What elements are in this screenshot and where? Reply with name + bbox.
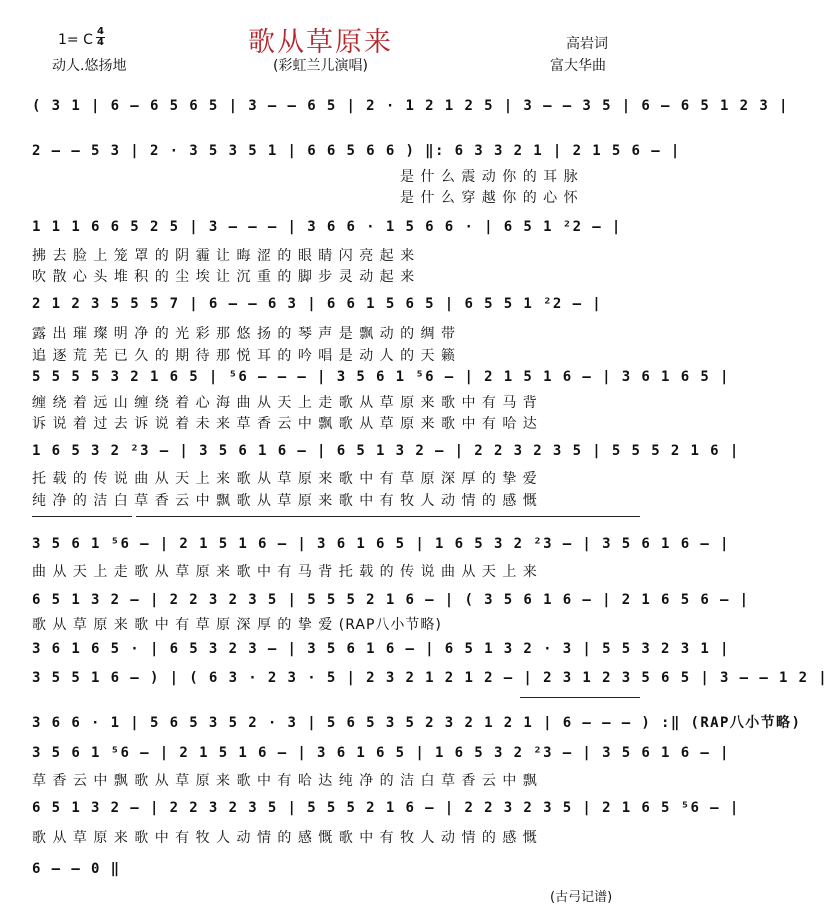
notation-line-5: 5 5 5 5 3 2 1 6 5 | ⁵6 — — — | 3 5 6 1 ⁵6 — | 2 1 5 1 6 — | 3 6 1 6 5 | — [32, 369, 730, 385]
time-signature — [96, 27, 105, 48]
notation-line-1: ( 3 1 | 6 — 6 5 6 5 | 3 — — 6 5 | 2 · 1 2 1 2 5 | 3 — — 3 5 | 6 — 6 5 1 2 3 | — [32, 98, 789, 114]
notation-line-4: 2 1 2 3 5 5 5 7 | 6 — — 6 3 | 6 6 1 5 6 5 | 6 5 5 1 ²2 — | — [32, 296, 603, 312]
composer-credit: 富大华曲 — [550, 58, 606, 74]
lyricist-credit: 高岩词 — [566, 36, 608, 52]
notation-line-8: 6 5 1 3 2 — | 2 2 3 2 3 5 | 5 5 5 2 1 6 — | ( 3 5 6 1 6 — | 2 1 6 5 6 — | — [32, 592, 750, 608]
time-signature-top: 4 — [97, 26, 104, 37]
notation-line-2: 2 — — 5 3 | 2 · 3 5 3 5 1 | 6 6 5 6 6 ) ‖: 6 3 3 2 1 | 2 1 5 6 — | — [32, 143, 681, 159]
time-signature-bottom: 4 — [97, 37, 104, 48]
notation-line-13: 6 5 1 3 2 — | 2 2 3 2 3 5 | 5 5 5 2 1 6 — | 2 2 3 2 3 5 | 2 1 6 5 ⁵6 — | — [32, 800, 740, 816]
notation-line-11: 3 6 6 · 1 | 5 6 5 3 5 2 · 3 | 5 6 5 3 5 2 3 2 1 2 1 | 6 — — — ) :‖ (RAP八小节略) — [32, 715, 802, 731]
lyric-line-6-verse-2: 纯 净 的 洁 白 草 香 云 中 飘 歌 从 草 原 来 歌 中 有 牧 人 动 情 的 感 慨 — [32, 493, 538, 509]
volta-bracket-1-right — [136, 516, 640, 517]
notation-line-7: 3 5 6 1 ⁵6 — | 2 1 5 1 6 — | 3 6 1 6 5 | 1 6 5 3 2 ²3 — | 3 5 6 1 6 — | — [32, 536, 730, 552]
lyric-line-4-verse-1: 露 出 璀 璨 明 净 的 光 彩 那 悠 扬 的 琴 声 是 飘 动 的 绸 带 — [32, 326, 457, 342]
transcriber-credit: (古弓记谱) — [550, 890, 613, 905]
lyric-line-13: 歌 从 草 原 来 歌 中 有 牧 人 动 情 的 感 慨 歌 中 有 牧 人 动 情 的 感 慨 — [32, 830, 538, 846]
notation-line-3: 1 1 1 6 6 5 2 5 | 3 — — — | 3 6 6 · 1 5 6 6 · | 6 5 1 ²2 — | — [32, 219, 622, 235]
lyric-line-5-verse-1: 缠 绕 着 远 山 缠 绕 着 心 海 曲 从 天 上 走 歌 从 草 原 来 歌 中 有 马 背 — [32, 395, 538, 411]
lyric-line-7: 曲 从 天 上 走 歌 从 草 原 来 歌 中 有 马 背 托 载 的 传 说 曲 从 天 上 来 — [32, 564, 538, 580]
song-title: 歌从草原来 — [248, 27, 393, 58]
volta-bracket-2 — [520, 697, 640, 698]
lyric-line-5-verse-2: 诉 说 着 过 去 诉 说 着 未 来 草 香 云 中 飘 歌 从 草 原 来 歌 中 有 哈 达 — [32, 416, 538, 432]
notation-line-12: 3 5 6 1 ⁵6 — | 2 1 5 1 6 — | 3 6 1 6 5 | 1 6 5 3 2 ²3 — | 3 5 6 1 6 — | — [32, 745, 730, 761]
volta-bracket-1 — [32, 516, 132, 517]
notation-line-14: 6 — — 0 ‖ — [32, 861, 121, 877]
lyric-line-2-verse-2: 是 什 么 穿 越 你 的 心 怀 — [400, 190, 579, 206]
lyric-line-8: 歌 从 草 原 来 歌 中 有 草 原 深 厚 的 挚 爱 (RAP八小节略) — [32, 617, 442, 633]
lyric-line-6-verse-1: 托 载 的 传 说 曲 从 天 上 来 歌 从 草 原 来 歌 中 有 草 原 深 厚 的 挚 爱 — [32, 471, 538, 487]
lyric-line-3-verse-1: 拂 去 脸 上 笼 罩 的 阴 霾 让 晦 涩 的 眼 睛 闪 亮 起 来 — [32, 248, 416, 264]
singer-credit: (彩虹兰儿演唱) — [273, 58, 368, 74]
lyric-line-12: 草 香 云 中 飘 歌 从 草 原 来 歌 中 有 哈 达 纯 净 的 洁 白 草 香 云 中 飘 — [32, 773, 538, 789]
tempo-mood: 动人.悠扬地 — [52, 58, 127, 74]
lyric-line-2-verse-1: 是 什 么 震 动 你 的 耳 脉 — [400, 169, 579, 185]
key-signature: 1= C — [58, 32, 93, 48]
lyric-line-4-verse-2: 追 逐 荒 芜 已 久 的 期 待 那 悦 耳 的 吟 唱 是 动 人 的 天 籁 — [32, 348, 457, 364]
notation-line-9: 3 6 1 6 5 · | 6 5 3 2 3 — | 3 5 6 1 6 — | 6 5 1 3 2 · 3 | 5 5 3 2 3 1 | — [32, 641, 730, 657]
notation-line-10: 3 5 5 1 6 — ) | ( 6 3 · 2 3 · 5 | 2 3 2 1 2 1 2 — | 2 3 1 2 3 5 6 5 | 3 — — 1 2 | — [32, 670, 828, 686]
lyric-line-3-verse-2: 吹 散 心 头 堆 积 的 尘 埃 让 沉 重 的 脚 步 灵 动 起 来 — [32, 269, 416, 285]
notation-line-6: 1 6 5 3 2 ²3 — | 3 5 6 1 6 — | 6 5 1 3 2 — | 2 2 3 2 3 5 | 5 5 5 2 1 6 | — [32, 443, 740, 459]
